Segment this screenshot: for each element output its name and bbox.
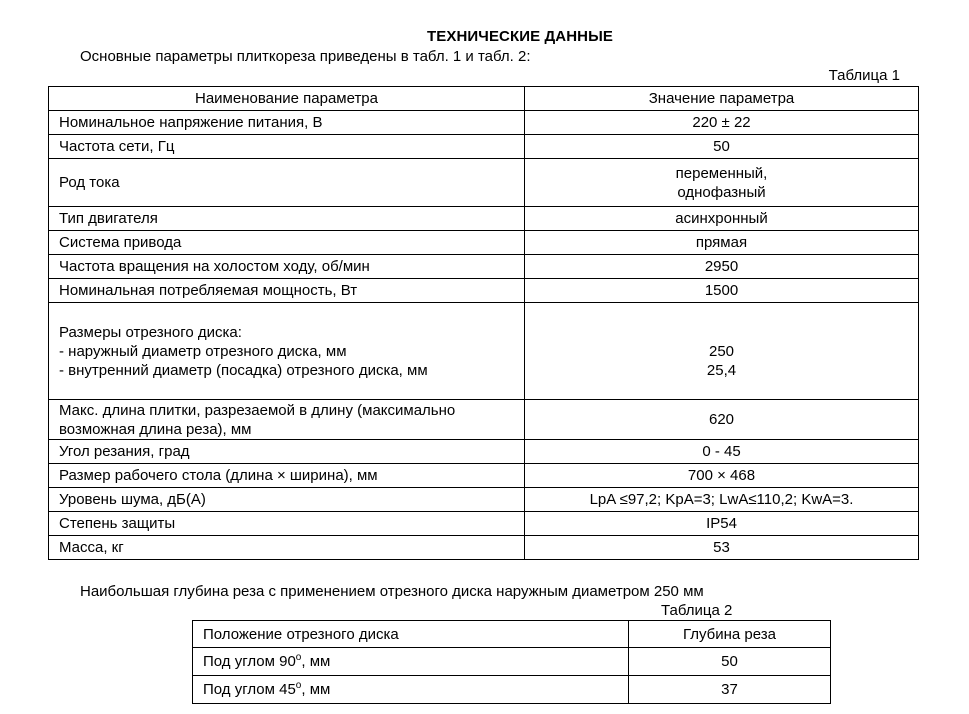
param-name-line: - наружный диаметр отрезного диска, мм	[59, 342, 347, 360]
page-title: ТЕХНИЧЕСКИЕ ДАННЫЕ	[427, 28, 613, 45]
param-name: Частота вращения на холостом ходу, об/мин	[49, 255, 525, 279]
table-header-row	[49, 87, 919, 111]
table-header-row	[193, 621, 831, 648]
param-value	[525, 303, 919, 400]
depth-value: 50	[629, 648, 831, 676]
param-name: Частота сети, Гц	[49, 135, 525, 159]
table-row	[193, 676, 831, 704]
param-value: прямая	[525, 231, 919, 255]
param-value: 50	[525, 135, 919, 159]
param-value: 0 - 45	[525, 440, 919, 464]
table2-caption: Таблица 2	[661, 602, 733, 619]
table-row	[49, 255, 919, 279]
param-value: IP54	[525, 512, 919, 536]
depth-value: 37	[629, 676, 831, 704]
header-cell-position: Положение отрезного диска	[193, 621, 629, 648]
param-name: Размер рабочего стола (длина × ширина), мм	[49, 464, 525, 488]
param-name: Степень защиты	[49, 512, 525, 536]
param-name: Угол резания, град	[49, 440, 525, 464]
param-name: Система привода	[49, 231, 525, 255]
param-name: Уровень шума, дБ(А)	[49, 488, 525, 512]
param-value: 220 ± 22	[525, 111, 919, 135]
technical-data-table	[48, 86, 919, 560]
table1-caption: Таблица 1	[828, 67, 900, 84]
table-row	[49, 135, 919, 159]
param-name: Тип двигателя	[49, 207, 525, 231]
table-row	[49, 464, 919, 488]
table-row	[193, 648, 831, 676]
header-cell-parameter: Наименование параметра	[49, 87, 525, 111]
param-value-line: 250	[708, 342, 735, 360]
param-name-line: Размеры отрезного диска:	[59, 323, 242, 341]
header-cell-depth: Глубина реза	[629, 621, 831, 648]
param-value: LpA ≤97,2; KpA=3; LwA≤110,2; KwA=3.	[525, 488, 919, 512]
param-name-line: возможная длина реза), мм	[59, 420, 252, 438]
table-row	[49, 400, 919, 440]
param-name: Номинальное напряжение питания, В	[49, 111, 525, 135]
degree-mark: o	[295, 652, 302, 663]
param-value: 700 × 468	[525, 464, 919, 488]
param-value: 53	[525, 536, 919, 560]
param-name	[49, 303, 525, 400]
param-name-line: - внутренний диаметр (посадка) отрезного диска, мм	[59, 361, 428, 379]
table-row	[49, 207, 919, 231]
param-value: 620	[525, 400, 919, 440]
param-value: асинхронный	[525, 207, 919, 231]
param-value-line: переменный,	[675, 164, 768, 182]
table-row	[49, 488, 919, 512]
table-row	[49, 512, 919, 536]
position-name: Под углом 45$^o$, мм	[193, 676, 629, 704]
param-value-line: однофазный	[677, 183, 766, 201]
table-row	[49, 159, 919, 207]
param-value-line: 25,4	[706, 361, 737, 379]
param-name: Масса, кг	[49, 536, 525, 560]
header-cell-value: Значение параметра	[525, 87, 919, 111]
table-row	[49, 303, 919, 400]
table-row	[49, 231, 919, 255]
degree-mark: o	[295, 680, 302, 691]
param-value: 1500	[525, 279, 919, 303]
intro-text: Основные параметры плиткореза приведены в табл. 1 и табл. 2:	[80, 48, 531, 65]
param-name: Номинальная потребляемая мощность, Вт	[49, 279, 525, 303]
table-row	[49, 440, 919, 464]
param-value: 2950	[525, 255, 919, 279]
cut-depth-note: Наибольшая глубина реза с применением отрезного диска наружным диаметром 250 мм	[80, 583, 704, 600]
table-row	[49, 536, 919, 560]
param-name	[49, 400, 525, 440]
param-value	[525, 159, 919, 207]
table-row	[49, 111, 919, 135]
param-name-line: Макс. длина плитки, разрезаемой в длину (максимально	[59, 401, 456, 419]
cut-depth-table	[192, 620, 831, 704]
table-row	[49, 279, 919, 303]
position-name: Под углом 90$^o$, мм	[193, 648, 629, 676]
param-name: Род тока	[49, 159, 525, 207]
